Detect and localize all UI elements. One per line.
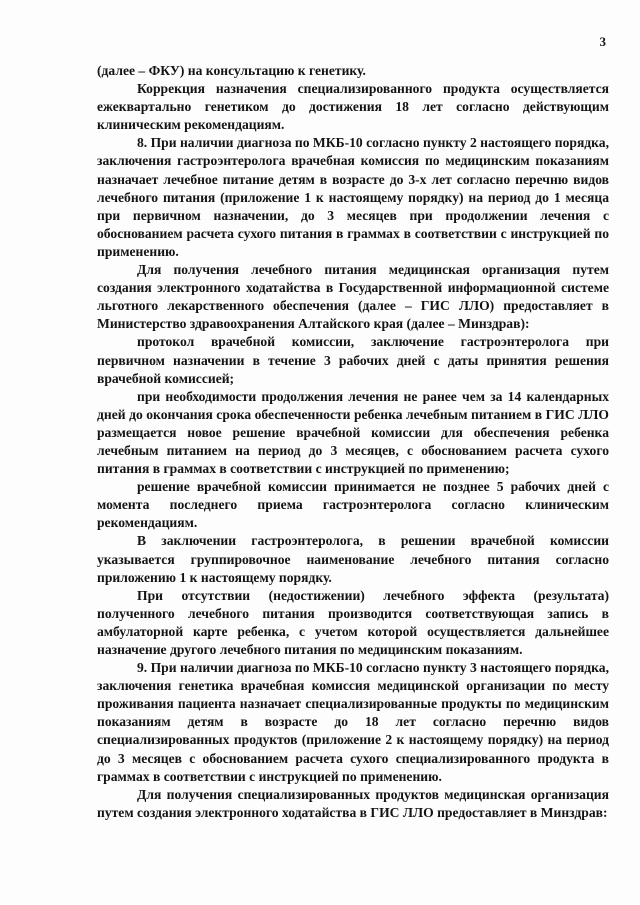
paragraph-decision: решение врачебной комиссии принимается не позднее 5 рабочих дней с момента последнего приема гастроэнтеролога согласно клиническим рекомендациям. [97,479,609,531]
paragraph-continuation: при необходимости продолжения лечения не ранее чем за 14 календарных дней до окончания срока обеспеченности ребенка лечебным питанием в ГИС ЛЛО размещается новое решение врачебной комиссии для обеспечения ребенка лечебным питанием на период до 3 месяцев, с обоснованием расчета сухого питания в граммах в соответствии с инструкцией по применению; [97,388,609,477]
paragraph-specialized-products: Для получения специализированных продуктов медицинская организация путем создания электронного ходатайства в ГИС ЛЛО предоставляет в Минздрав: [97,786,609,820]
paragraph-conclusion: В заключении гастроэнтеролога, в решении врачебной комиссии указывается группировочное наименование лечебного питания согласно приложению 1 к настоящему порядку. [97,533,609,585]
paragraph-protocol: протокол врачебной комиссии, заключение гастроэнтеролога при первичном назначении в течение 3 рабочих дней с даты принятия решения врачебной комиссией; [97,334,609,386]
page-number: 3 [599,34,606,49]
paragraph-no-effect: При отсутствии (недостижении) лечебного эффекта (результата) полученного лечебного питания производится соответствующая запись в амбулаторной карте ребенка, с учетом которой осуществляется дальнейшее назначение другого лечебного питания по медицинским показаниям. [97,587,609,657]
paragraph-fku-continuation: (далее – ФКУ) на консультацию к генетику. [97,63,366,78]
document-body [97,62,609,822]
paragraph-obtaining-nutrition: Для получения лечебного питания медицинская организация путем создания электронного ходатайства в Государственной информационной системе льготного лекарственного обеспечения (далее – ГИС ЛЛО) предоставляет в Министерство здравоохранения Алтайского края (далее – Минздрав): [97,262,609,332]
paragraph-correction: Коррекция назначения специализированного продукта осуществляется ежеквартально генетиком до достижения 18 лет согласно действующим клиническим рекомендациям. [97,81,609,133]
paragraph-item-9: 9. При наличии диагноза по МКБ-10 согласно пункту 3 настоящего порядка, заключения генетика врачебная комиссия медицинской организации по месту проживания пациента назначает специализированные продукты по медицинским показаниям детям в возрасте до 18 лет согласно перечню видов специализированных продуктов (приложение 2 к настоящему порядку) на период до 3 месяцев с обоснованием расчета сухого специализированного продукта в граммах в соответствии с инструкцией по применению. [97,660,609,784]
paragraph-item-8: 8. При наличии диагноза по МКБ-10 согласно пункту 2 настоящего порядка, заключения гастроэнтеролога врачебная комиссия по медицинским показаниям назначает лечебное питание детям в возрасте до 3-х лет согласно перечню видов лечебного питания (приложение 1 к настоящему порядку) на период до 1 месяца при первичном назначении, до 3 месяцев при продолжении лечения с обоснованием расчета сухого питания в граммах в соответствии с инструкцией по применению. [97,135,609,259]
